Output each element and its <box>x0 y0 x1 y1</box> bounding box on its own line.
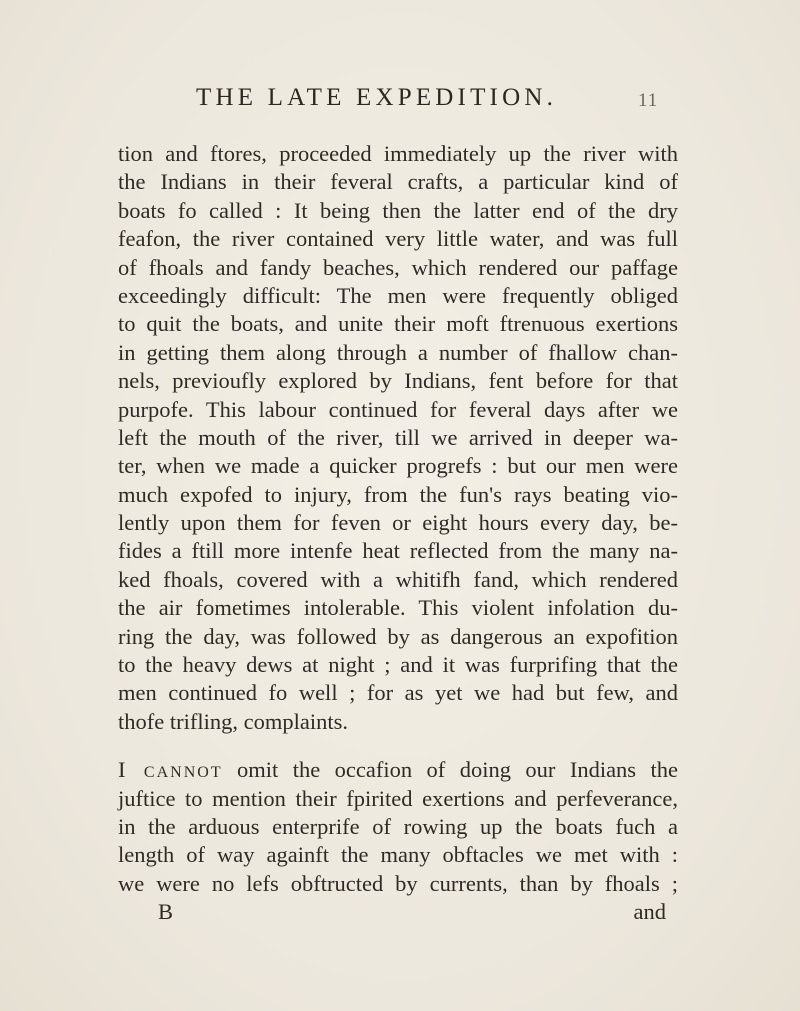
running-title: THE LATE EXPEDITION. <box>196 84 558 111</box>
text-line: purpofe. This labour continued for feveral days after we <box>118 396 678 422</box>
paragraph-gap <box>118 736 678 756</box>
text-line: we were no lefs obftructed by currents, than by fhoals ; <box>118 870 678 896</box>
page-number: 11 <box>638 90 659 111</box>
text-line: ring the day, was followed by as dangerous an expofition <box>118 623 678 649</box>
text-line: tion and ftores, proceeded immediately up the river with <box>118 141 678 166</box>
text-line: ked fhoals, covered with a whitifh fand, which rendered <box>118 566 678 592</box>
text-line: much expofed to injury, from the fun's rays beating vio- <box>118 481 678 507</box>
text-line: the air fometimes intolerable. This violent infolation du- <box>118 595 678 621</box>
text-line-first <box>118 756 678 784</box>
text-line: thofe trifling, complaints. <box>118 708 348 734</box>
text-line: feafon, the river contained very little water, and was full <box>118 226 678 252</box>
text-line: exceedingly difficult: The men were frequently obliged <box>118 282 678 308</box>
text-line: fides a ftill more intenfe heat reflected from the many na- <box>118 538 678 564</box>
text-line: lently upon them for feven or eight hours every day, be- <box>118 510 678 536</box>
text-line: ter, when we made a quicker progrefs : but our men were <box>118 453 678 479</box>
signature-mark: B <box>158 899 174 925</box>
text-line: boats fo called : It being then the latter end of the dry <box>118 197 678 223</box>
text-line: of fhoals and fandy beaches, which rendered our paffage <box>118 254 678 280</box>
text-line: nels, previoufly explored by Indians, fent before for that <box>118 368 678 394</box>
text-line: left the mouth of the river, till we arrived in deeper wa- <box>118 424 678 450</box>
paragraph-2 <box>118 756 678 898</box>
text-line: juftice to mention their fpirited exertions and perfeverance, <box>118 785 678 811</box>
paragraph-1 <box>118 140 678 736</box>
text-line: length of way againft the many obftacles we met with : <box>118 842 678 868</box>
page-footer <box>118 898 678 926</box>
text-line: in the arduous enterprife of rowing up the boats fuch a <box>118 813 678 839</box>
text-line: men continued fo well ; for as yet we had but few, and <box>118 680 678 706</box>
text-line: in getting them along through a number of fhallow chan- <box>118 339 678 365</box>
opening-words: I cannot <box>118 757 223 783</box>
first-line-rest: omit the occafion of doing our Indians the <box>237 757 678 783</box>
text-line: the Indians in their feveral crafts, a particular kind of <box>118 169 678 195</box>
body-text <box>118 140 678 927</box>
text-line: to the heavy dews at night ; and it was furprifing that the <box>118 652 678 678</box>
catchword: and <box>633 899 666 925</box>
text-line: to quit the boats, and unite their moft ftrenuous exertions <box>118 311 678 337</box>
